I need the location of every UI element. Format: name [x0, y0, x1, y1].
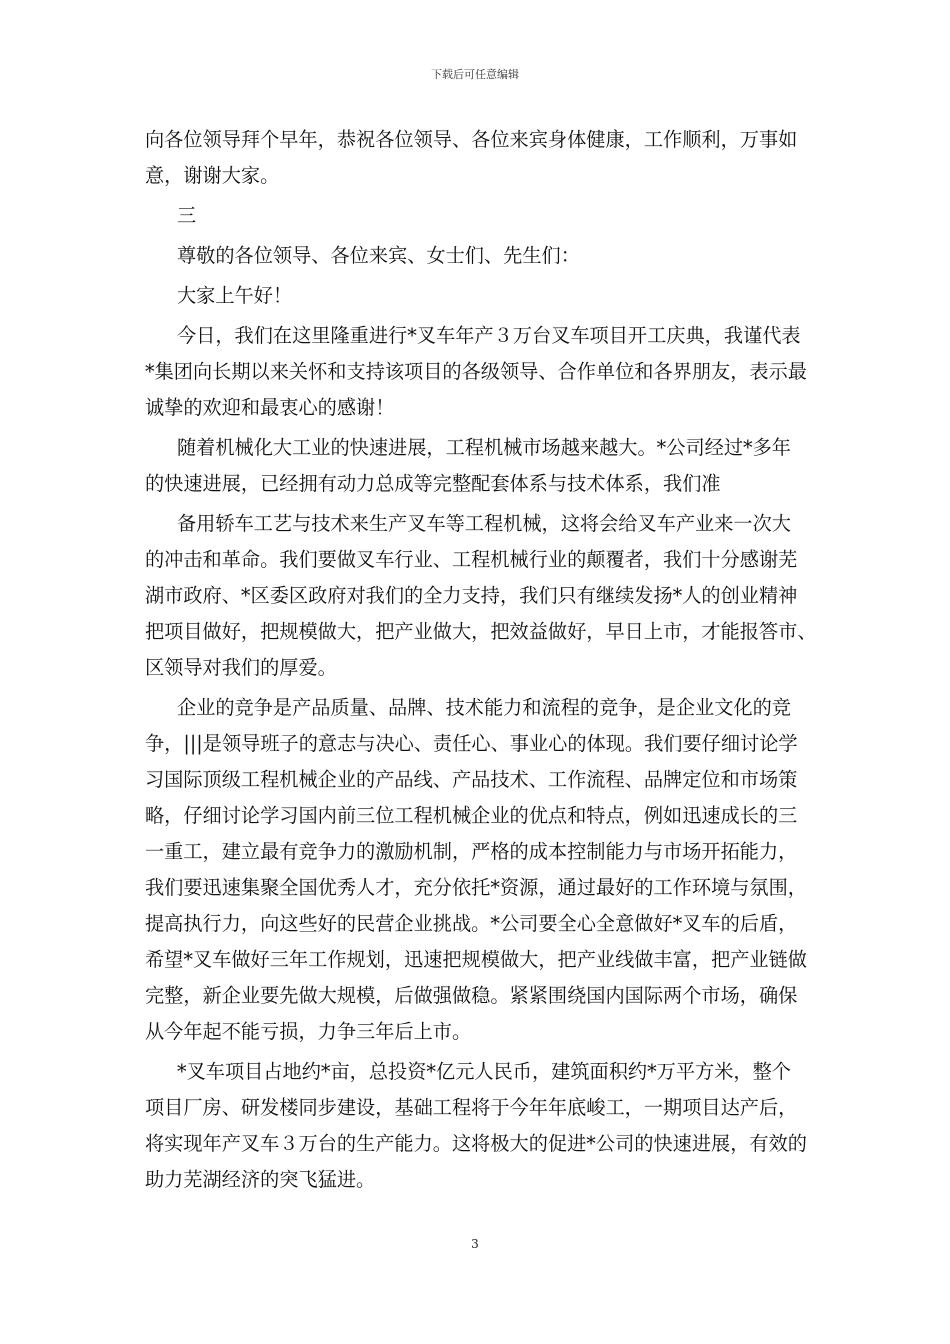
text-line: 完整，新企业要先做大规模，后做强做稳。紧紧围绕国内国际两个市场，确保: [145, 984, 798, 1007]
page-header: 下载后可任意编辑: [431, 68, 519, 81]
paragraph: [145, 238, 805, 274]
text-line: 湖市政府、*区委区政府对我们的全力支持，我们只有继续发扬*人的创业精神: [145, 584, 798, 607]
paragraph: [145, 690, 805, 1050]
text-line: *集团向长期以来关怀和支持该项目的各级领导、合作单位和各界朋友，表示最: [145, 360, 807, 383]
paragraph: [145, 318, 805, 426]
text-line: 三: [177, 204, 197, 227]
paragraph: [145, 278, 805, 314]
text-line: 向各位领导拜个早年，恭祝各位领导、各位来宾身体健康，工作顺利，万事如: [145, 128, 798, 151]
text-line: 的快速进展，已经拥有动力总成等完整配套体系与技术体系，我们准: [145, 472, 721, 495]
text-line: 争，|||是领导班子的意志与决心、责任心、事业心的体现。我们要仔细讨论学: [145, 732, 798, 755]
document-body: [145, 122, 817, 1202]
text-line: 的冲击和革命。我们要做叉车行业、工程机械行业的颠覆者，我们十分感谢芜: [145, 548, 798, 571]
text-line: 企业的竞争是产品质量、品牌、技术能力和流程的竞争，是企业文化的竞: [177, 696, 791, 719]
paragraph: [145, 122, 805, 194]
paragraph-spacing: [145, 1198, 805, 1202]
text-line: 从今年起不能亏损，力争三年后上市。: [145, 1020, 472, 1043]
paragraph: [145, 506, 817, 686]
page-number: 3: [471, 1237, 479, 1251]
text-line: 我们要迅速集聚全国优秀人才，充分依托*资源，通过最好的工作环境与氛围，: [145, 876, 807, 899]
paragraph: [145, 1054, 805, 1198]
text-line: 尊敬的各位领导、各位来宾、女士们、先生们：: [177, 244, 580, 267]
paragraph: [145, 198, 805, 234]
text-line: 将实现年产叉车３万台的生产能力。这将极大的促进*公司的快速进展，有效的: [145, 1132, 807, 1155]
text-line: 习国际顶级工程机械企业的产品线、产品技术、工作流程、品牌定位和市场策: [145, 768, 798, 791]
paragraph: [145, 430, 805, 502]
text-line: 区领导对我们的厚爱。: [145, 656, 337, 679]
text-line: 把项目做好，把规模做大，把产业做大，把效益做好，早日上市，才能报答市、: [145, 620, 817, 643]
text-line: 诚挚的欢迎和最衷心的感谢！: [145, 396, 395, 419]
text-line: 一重工，建立最有竞争力的激励机制，严格的成本控制能力与市场开拓能力，: [145, 840, 798, 863]
text-line: 略，仔细讨论学习国内前三位工程机械企业的优点和特点，例如迅速成长的三: [145, 804, 798, 827]
text-line: 大家上午好！: [177, 284, 293, 307]
text-line: 意，谢谢大家。: [145, 164, 280, 187]
text-line: 随着机械化大工业的快速进展，工程机械市场越来越大。*公司经过*多年: [177, 436, 791, 459]
text-line: 项目厂房、研发楼同步建设，基础工程将于今年年底峻工，一期项目达产后，: [145, 1096, 798, 1119]
text-line: 备用轿车工艺与技术来生产叉车等工程机械，这将会给叉车产业来一次大: [177, 512, 791, 535]
text-line: *叉车项目占地约*亩，总投资*亿元人民币，建筑面积约*万平方米，整个: [177, 1060, 791, 1083]
text-line: 助力芜湖经济的突飞猛进。: [145, 1168, 376, 1191]
text-line: 提高执行力，向这些好的民营企业挑战。*公司要全心全意做好*叉车的后盾，: [145, 912, 798, 935]
text-line: 希望*叉车做好三年工作规划，迅速把规模做大，把产业线做丰富，把产业链做: [145, 948, 807, 971]
text-line: 今日，我们在这里隆重进行*叉车年产３万台叉车项目开工庆典，我谨代表: [177, 324, 801, 347]
